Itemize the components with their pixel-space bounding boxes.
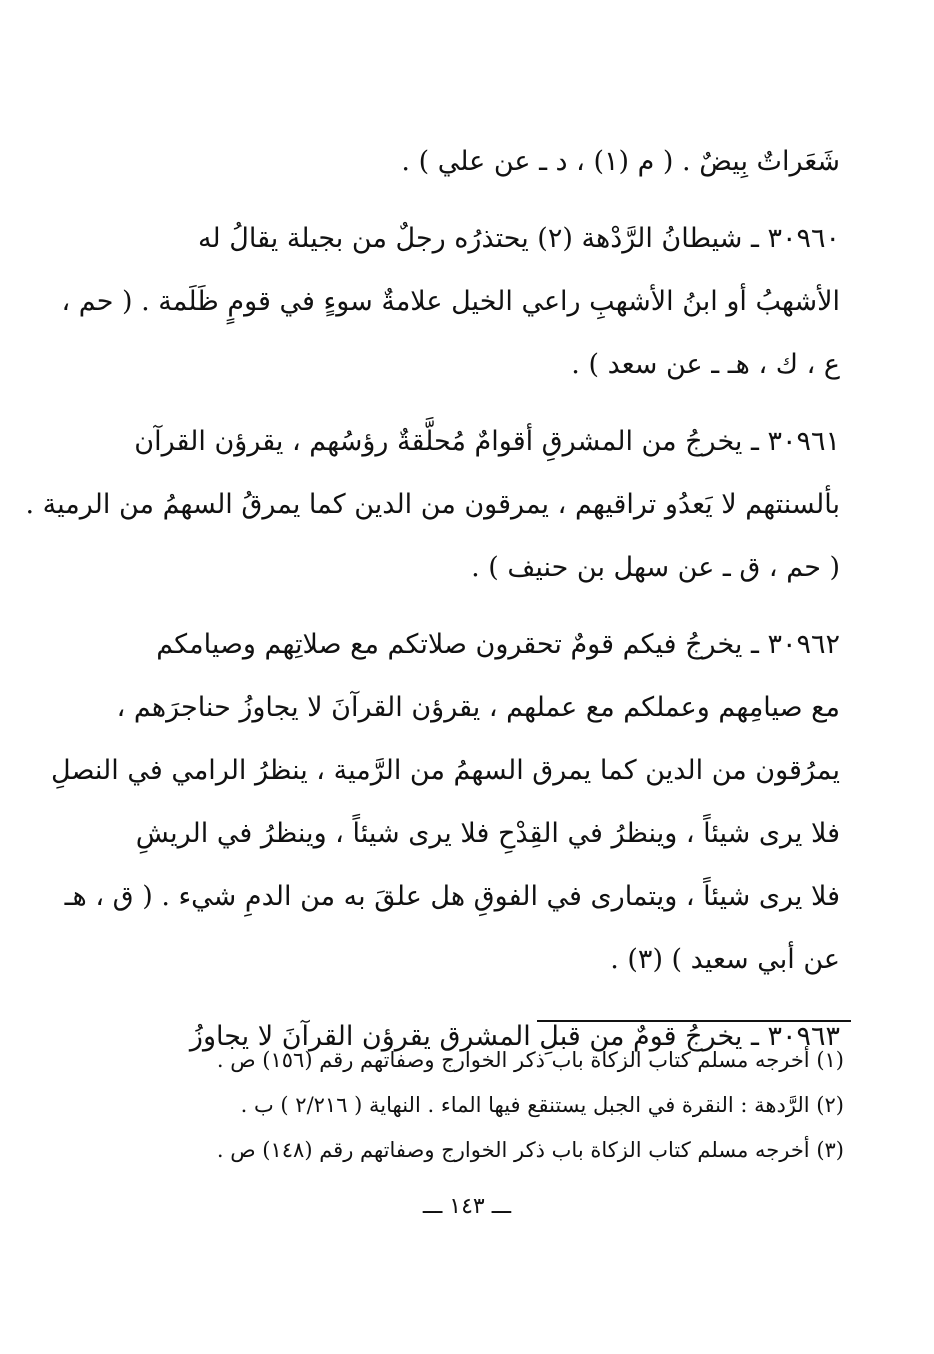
hadith-30963-line-1: ٣٠٩٦٣ ـ يخرجُ قومٌ من قبلِ المشرق يقرؤن القرآنَ لا يجاوزُ bbox=[189, 1021, 840, 1052]
hadith-30962-line-6: عن أبي سعيد ) (٣) . bbox=[610, 944, 840, 975]
hadith-30961-line-3: ( حم ، ق ـ عن سهل بن حنيف ) . bbox=[471, 552, 840, 583]
hadith-30960-line-3: ع ، ك ، هـ ـ عن سعد ) . bbox=[571, 349, 840, 380]
footnotes bbox=[150, 1038, 844, 1173]
text-line: شَعَراتٌ بِيضٌ . ( م (١) ، د ـ عن علي ) . bbox=[401, 146, 840, 177]
hadith-30960-line-2: الأشهبُ أو ابنُ الأشهبِ راعي الخيل علامةٌ سوءٍ في قومٍ ظَلَمة . ( حم ، bbox=[61, 286, 840, 317]
footnote-divider bbox=[537, 1020, 851, 1022]
hadith-30962-line-1: ٣٠٩٦٢ ـ يخرجُ فيكم قومٌ تحقرون صلاتكم مع صلاتِهم وصيامكم bbox=[156, 629, 840, 660]
page-number: ـــ ١٤٣ ـــ bbox=[422, 1194, 512, 1219]
footnote-3: (٣) أخرجه مسلم كتاب الزكاة باب ذكر الخوارج وصفاتهم رقم (١٤٨) ص . bbox=[216, 1138, 844, 1162]
hadith-30961-line-2: بألسنتهم لا يَعدُو تراقيهم ، يمرقون من الدين كما يمرقُ السهمُ من الرمية . bbox=[25, 489, 840, 520]
hadith-30961-line-1: ٣٠٩٦١ ـ يخرجُ من المشرقِ أقوامٌ مُحلَّقةٌ رؤسُهم ، يقرؤن القرآن bbox=[134, 426, 840, 457]
hadith-30962-line-2: مع صيامِهم وعملكم مع عملهم ، يقرؤن القرآنَ لا يجاوزُ حناجرَهم ، bbox=[116, 692, 840, 723]
hadith-30962-line-5: فلا يرى شيئاً ، ويتمارى في الفوقِ هل علقَ به من الدمِ شيء . ( ق ، هـ bbox=[64, 881, 840, 912]
footnote-1: (١) أخرجه مسلم كتاب الزكاة باب ذكر الخوارج وصفاتهم رقم (١٥٦) ص . bbox=[216, 1048, 844, 1072]
hadith-30962-line-4: فلا يرى شيئاً ، وينظرُ في القِدْحِ فلا يرى شيئاً ، وينظرُ في الريشِ bbox=[135, 818, 840, 849]
hadith-30962-line-3: يمرُقون من الدين كما يمرق السهمُ من الرَّمية ، ينظرُ الرامي في النصلِ bbox=[51, 755, 840, 786]
footnote-2: (٢) الرَّدهة : النقرة في الجبل يستنقع فيها الماء . النهاية ( ٢/٢١٦ ) ب . bbox=[240, 1093, 844, 1117]
main-text bbox=[25, 130, 840, 1068]
hadith-30960-line-1: ٣٠٩٦٠ ـ شيطانُ الرَّدْهة (٢) يحتذرُه رجلٌ من بجيلة يقالُ له bbox=[197, 223, 840, 254]
